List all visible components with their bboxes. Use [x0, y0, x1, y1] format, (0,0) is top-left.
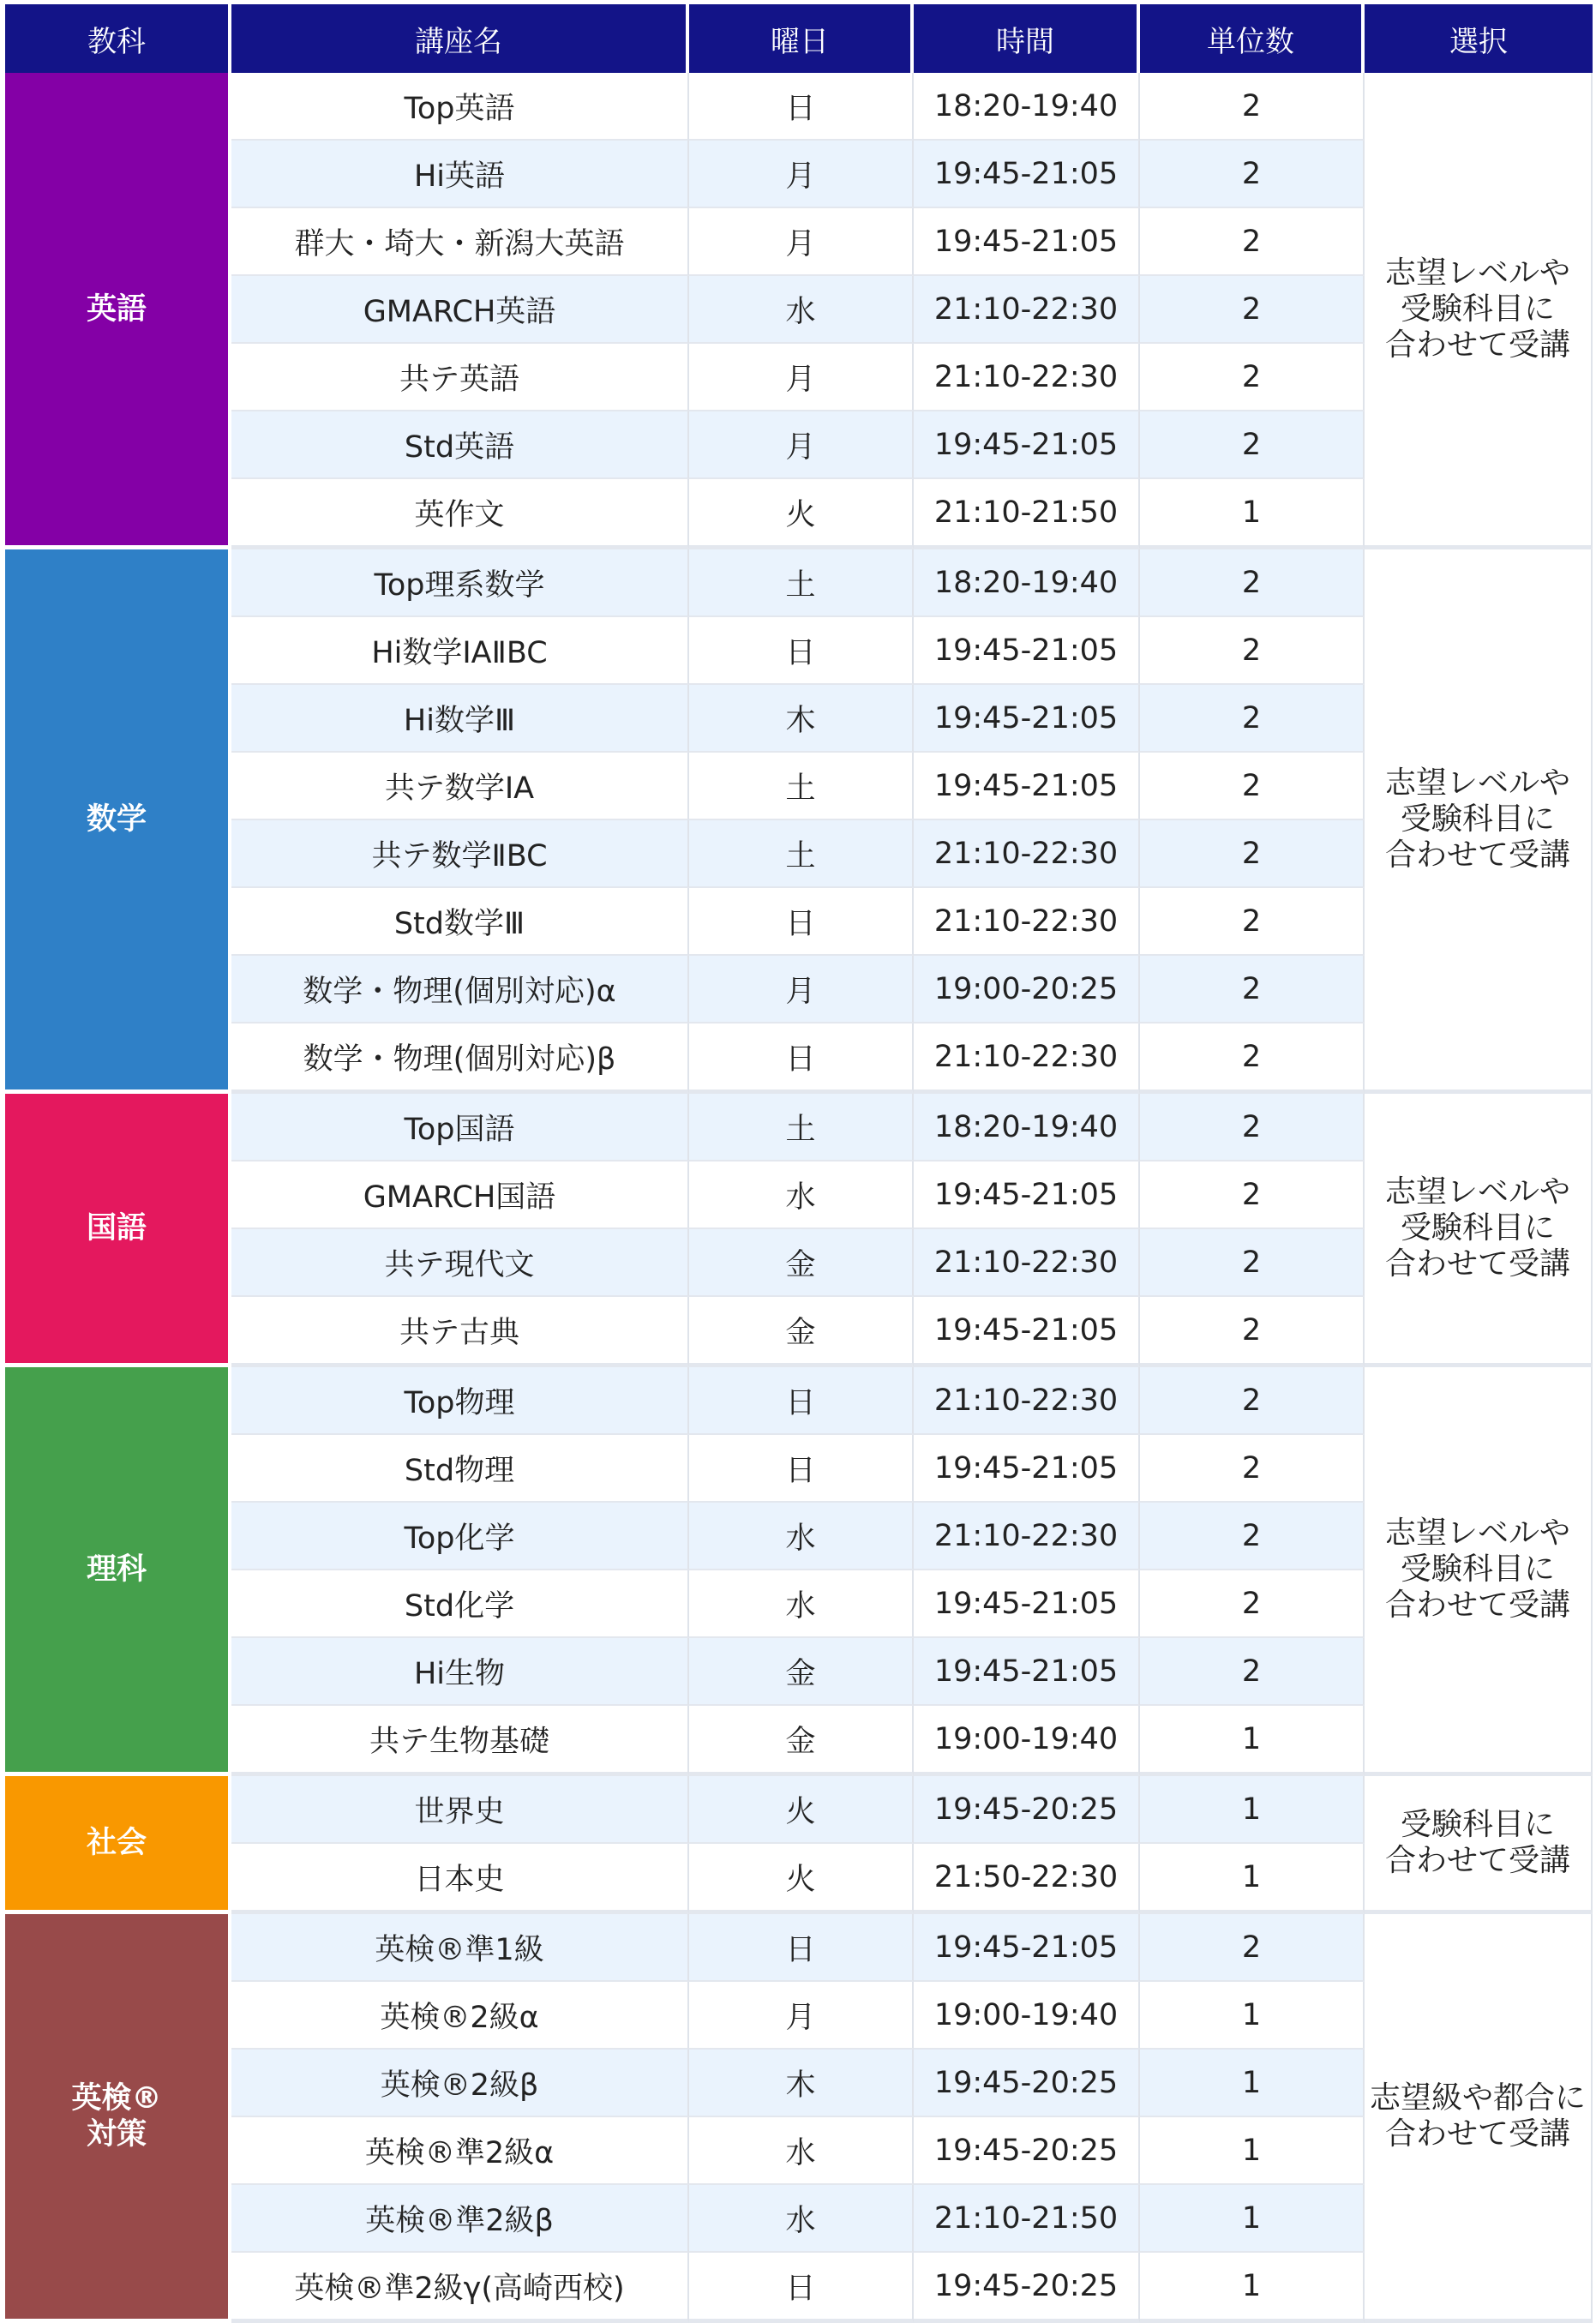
header-weekday: 曜日 — [689, 4, 914, 73]
course-row — [5, 1982, 1593, 2050]
time-cell: 18:20-19:40 — [914, 549, 1140, 617]
selection-note-line: 志望レベルや — [1384, 1174, 1570, 1210]
schedule-body — [5, 73, 1593, 2323]
selection-note-line: 受験科目に — [1400, 1552, 1555, 1587]
weekday-cell: 水 — [689, 1162, 914, 1229]
course-name-cell: Std化学 — [231, 1570, 689, 1638]
course-name-cell: Top理系数学 — [231, 549, 689, 617]
credits-cell: 2 — [1140, 888, 1365, 956]
selection-note-line: 合わせて受講 — [1384, 837, 1570, 873]
time-cell: 21:10-22:30 — [914, 1023, 1140, 1094]
selection-note-cell — [1365, 73, 1593, 549]
selection-note-line: 合わせて受講 — [1384, 327, 1570, 363]
time-cell: 19:45-21:05 — [914, 1162, 1140, 1229]
course-name-cell: Hi生物 — [231, 1638, 689, 1706]
course-name-cell: Std英語 — [231, 411, 689, 479]
selection-note-line: 受験科目に — [1400, 291, 1555, 327]
weekday-cell: 日 — [689, 1023, 914, 1094]
course-row — [5, 1435, 1593, 1503]
time-cell: 19:45-21:05 — [914, 411, 1140, 479]
course-row — [5, 2117, 1593, 2185]
course-name-cell: Hi数学Ⅲ — [231, 685, 689, 753]
credits-cell: 2 — [1140, 141, 1365, 208]
course-row — [5, 1844, 1593, 1914]
weekday-cell: 金 — [689, 1638, 914, 1706]
course-row — [5, 1570, 1593, 1638]
weekday-cell: 土 — [689, 820, 914, 888]
selection-note-line: 受験科目に — [1400, 1210, 1555, 1246]
credits-cell: 2 — [1140, 549, 1365, 617]
time-cell: 19:45-20:25 — [914, 1776, 1140, 1844]
subject-cell — [5, 1367, 231, 1776]
selection-note-line: 合わせて受講 — [1384, 1843, 1570, 1878]
time-cell: 21:10-22:30 — [914, 888, 1140, 956]
course-row — [5, 1776, 1593, 1844]
course-row — [5, 479, 1593, 549]
weekday-cell: 日 — [689, 2253, 914, 2323]
course-schedule-table — [5, 4, 1593, 2323]
weekday-cell: 火 — [689, 1776, 914, 1844]
subject-label: 英語 — [86, 291, 147, 327]
weekday-cell: 月 — [689, 1982, 914, 2050]
course-row — [5, 208, 1593, 276]
course-name-cell: Top英語 — [231, 73, 689, 141]
weekday-cell: 土 — [689, 549, 914, 617]
course-row — [5, 820, 1593, 888]
credits-cell: 2 — [1140, 1297, 1365, 1367]
time-cell: 21:10-22:30 — [914, 276, 1140, 344]
weekday-cell: 金 — [689, 1297, 914, 1367]
course-name-cell: 群大・埼大・新潟大英語 — [231, 208, 689, 276]
time-cell: 21:10-21:50 — [914, 479, 1140, 549]
course-name-cell: Hi英語 — [231, 141, 689, 208]
course-name-cell: 日本史 — [231, 1844, 689, 1914]
course-row — [5, 2185, 1593, 2253]
subject-label: 理科 — [86, 1552, 147, 1587]
course-row — [5, 2050, 1593, 2117]
subject-cell — [5, 1094, 231, 1367]
header-credits: 単位数 — [1140, 4, 1365, 73]
selection-note-line: 志望レベルや — [1384, 1516, 1570, 1551]
time-cell: 21:50-22:30 — [914, 1844, 1140, 1914]
time-cell: 19:45-21:05 — [914, 1435, 1140, 1503]
selection-note-line: 合わせて受講 — [1384, 2116, 1570, 2152]
time-cell: 19:45-20:25 — [914, 2050, 1140, 2117]
subject-label: 国語 — [86, 1211, 147, 1246]
selection-note-line: 受験科目に — [1400, 801, 1555, 837]
selection-note-line: 受験科目に — [1400, 1807, 1555, 1842]
weekday-cell: 水 — [689, 276, 914, 344]
course-row — [5, 73, 1593, 141]
credits-cell: 2 — [1140, 344, 1365, 411]
header-course-name: 講座名 — [231, 4, 689, 73]
weekday-cell: 日 — [689, 888, 914, 956]
subject-label: 数学 — [86, 802, 147, 837]
selection-note-cell — [1365, 1776, 1593, 1914]
weekday-cell: 土 — [689, 1094, 914, 1162]
credits-cell: 2 — [1140, 1094, 1365, 1162]
weekday-cell: 日 — [689, 73, 914, 141]
course-row — [5, 1297, 1593, 1367]
course-row — [5, 1367, 1593, 1435]
course-name-cell: 英検®2級α — [231, 1982, 689, 2050]
course-row — [5, 411, 1593, 479]
subject-label: 社会 — [86, 1826, 147, 1860]
course-name-cell: 共テ古典 — [231, 1297, 689, 1367]
time-cell: 21:10-22:30 — [914, 820, 1140, 888]
credits-cell: 2 — [1140, 1229, 1365, 1297]
course-name-cell: Std物理 — [231, 1435, 689, 1503]
weekday-cell: 日 — [689, 617, 914, 685]
credits-cell: 2 — [1140, 73, 1365, 141]
course-name-cell: Top化学 — [231, 1503, 689, 1570]
subject-cell — [5, 73, 231, 549]
header-subject: 教科 — [5, 4, 231, 73]
course-name-cell: 共テ数学ⅡBC — [231, 820, 689, 888]
credits-cell: 2 — [1140, 276, 1365, 344]
header-selection: 選択 — [1365, 4, 1593, 73]
course-row — [5, 344, 1593, 411]
weekday-cell: 火 — [689, 479, 914, 549]
course-row — [5, 276, 1593, 344]
time-cell: 19:00-19:40 — [914, 1982, 1140, 2050]
weekday-cell: 月 — [689, 344, 914, 411]
time-cell: 19:45-21:05 — [914, 753, 1140, 820]
weekday-cell: 水 — [689, 1503, 914, 1570]
course-name-cell: GMARCH英語 — [231, 276, 689, 344]
course-name-cell: 共テ現代文 — [231, 1229, 689, 1297]
course-row — [5, 956, 1593, 1023]
course-name-cell: 数学・物理(個別対応)α — [231, 956, 689, 1023]
course-name-cell: Std数学Ⅲ — [231, 888, 689, 956]
weekday-cell: 日 — [689, 1914, 914, 1982]
course-name-cell: Top物理 — [231, 1367, 689, 1435]
weekday-cell: 月 — [689, 411, 914, 479]
subject-cell — [5, 549, 231, 1094]
course-name-cell: 共テ英語 — [231, 344, 689, 411]
course-name-cell: 共テ数学ⅠA — [231, 753, 689, 820]
selection-note-line: 志望級や都合に — [1370, 2080, 1587, 2116]
time-cell: 19:45-21:05 — [914, 141, 1140, 208]
time-cell: 19:00-19:40 — [914, 1706, 1140, 1776]
weekday-cell: 土 — [689, 753, 914, 820]
time-cell: 19:45-21:05 — [914, 617, 1140, 685]
selection-note-cell — [1365, 1367, 1593, 1776]
weekday-cell: 火 — [689, 1844, 914, 1914]
course-name-cell: 英検®準2級γ(高崎西校) — [231, 2253, 689, 2323]
selection-note-cell — [1365, 1094, 1593, 1367]
header-row — [5, 4, 1593, 73]
credits-cell: 1 — [1140, 1982, 1365, 2050]
time-cell: 21:10-22:30 — [914, 344, 1140, 411]
course-row — [5, 549, 1593, 617]
weekday-cell: 金 — [689, 1706, 914, 1776]
credits-cell: 2 — [1140, 411, 1365, 479]
weekday-cell: 金 — [689, 1229, 914, 1297]
time-cell: 21:10-21:50 — [914, 2185, 1140, 2253]
time-cell: 19:45-21:05 — [914, 1638, 1140, 1706]
credits-cell: 2 — [1140, 753, 1365, 820]
selection-note-line: 合わせて受講 — [1384, 1246, 1570, 1282]
credits-cell: 2 — [1140, 208, 1365, 276]
course-name-cell: 英検®2級β — [231, 2050, 689, 2117]
time-cell: 19:45-21:05 — [914, 1297, 1140, 1367]
credits-cell: 2 — [1140, 1367, 1365, 1435]
course-row — [5, 888, 1593, 956]
selection-note-line: 合わせて受講 — [1384, 1588, 1570, 1623]
selection-note-cell — [1365, 549, 1593, 1094]
credits-cell: 2 — [1140, 685, 1365, 753]
time-cell: 18:20-19:40 — [914, 73, 1140, 141]
course-row — [5, 2253, 1593, 2323]
course-row — [5, 1503, 1593, 1570]
weekday-cell: 日 — [689, 1367, 914, 1435]
credits-cell: 2 — [1140, 820, 1365, 888]
credits-cell: 2 — [1140, 956, 1365, 1023]
course-name-cell: 英検®準2級α — [231, 2117, 689, 2185]
course-row — [5, 1706, 1593, 1776]
course-name-cell: 英検®準2級β — [231, 2185, 689, 2253]
credits-cell: 2 — [1140, 1570, 1365, 1638]
credits-cell: 2 — [1140, 1914, 1365, 1982]
time-cell: 19:45-21:05 — [914, 1914, 1140, 1982]
subject-cell — [5, 1776, 231, 1914]
course-name-cell: 英作文 — [231, 479, 689, 549]
course-row — [5, 753, 1593, 820]
selection-note-cell — [1365, 1914, 1593, 2323]
credits-cell: 2 — [1140, 1023, 1365, 1094]
course-row — [5, 1914, 1593, 1982]
weekday-cell: 木 — [689, 685, 914, 753]
course-name-cell: 英検®準1級 — [231, 1914, 689, 1982]
course-row — [5, 617, 1593, 685]
course-name-cell: 世界史 — [231, 1776, 689, 1844]
course-row — [5, 1023, 1593, 1094]
credits-cell: 1 — [1140, 2050, 1365, 2117]
course-row — [5, 141, 1593, 208]
credits-cell: 2 — [1140, 1638, 1365, 1706]
weekday-cell: 水 — [689, 2117, 914, 2185]
course-row — [5, 1229, 1593, 1297]
credits-cell: 1 — [1140, 1844, 1365, 1914]
selection-note-line: 志望レベルや — [1384, 765, 1570, 801]
weekday-cell: 月 — [689, 141, 914, 208]
credits-cell: 1 — [1140, 2117, 1365, 2185]
credits-cell: 1 — [1140, 1776, 1365, 1844]
header-time: 時間 — [914, 4, 1140, 73]
credits-cell: 1 — [1140, 479, 1365, 549]
course-name-cell: 数学・物理(個別対応)β — [231, 1023, 689, 1094]
course-row — [5, 1162, 1593, 1229]
time-cell: 19:45-20:25 — [914, 2253, 1140, 2323]
time-cell: 21:10-22:30 — [914, 1229, 1140, 1297]
time-cell: 19:00-20:25 — [914, 956, 1140, 1023]
time-cell: 21:10-22:30 — [914, 1367, 1140, 1435]
credits-cell: 2 — [1140, 617, 1365, 685]
course-row — [5, 1094, 1593, 1162]
time-cell: 19:45-21:05 — [914, 1570, 1140, 1638]
subject-cell — [5, 1914, 231, 2323]
course-name-cell: 共テ生物基礎 — [231, 1706, 689, 1776]
subject-label: 対策 — [86, 2117, 147, 2152]
course-name-cell: Top国語 — [231, 1094, 689, 1162]
credits-cell: 2 — [1140, 1162, 1365, 1229]
weekday-cell: 水 — [689, 1570, 914, 1638]
weekday-cell: 月 — [689, 956, 914, 1023]
time-cell: 19:45-21:05 — [914, 208, 1140, 276]
credits-cell: 1 — [1140, 2185, 1365, 2253]
time-cell: 19:45-20:25 — [914, 2117, 1140, 2185]
credits-cell: 1 — [1140, 2253, 1365, 2323]
weekday-cell: 木 — [689, 2050, 914, 2117]
weekday-cell: 月 — [689, 208, 914, 276]
subject-label: 英検® — [71, 2081, 162, 2116]
time-cell: 19:45-21:05 — [914, 685, 1140, 753]
selection-note-line: 志望レベルや — [1384, 255, 1570, 291]
credits-cell: 1 — [1140, 1706, 1365, 1776]
time-cell: 18:20-19:40 — [914, 1094, 1140, 1162]
weekday-cell: 日 — [689, 1435, 914, 1503]
credits-cell: 2 — [1140, 1503, 1365, 1570]
course-name-cell: GMARCH国語 — [231, 1162, 689, 1229]
time-cell: 21:10-22:30 — [914, 1503, 1140, 1570]
course-name-cell: Hi数学ⅠAⅡBC — [231, 617, 689, 685]
course-row — [5, 685, 1593, 753]
weekday-cell: 水 — [689, 2185, 914, 2253]
course-row — [5, 1638, 1593, 1706]
credits-cell: 2 — [1140, 1435, 1365, 1503]
